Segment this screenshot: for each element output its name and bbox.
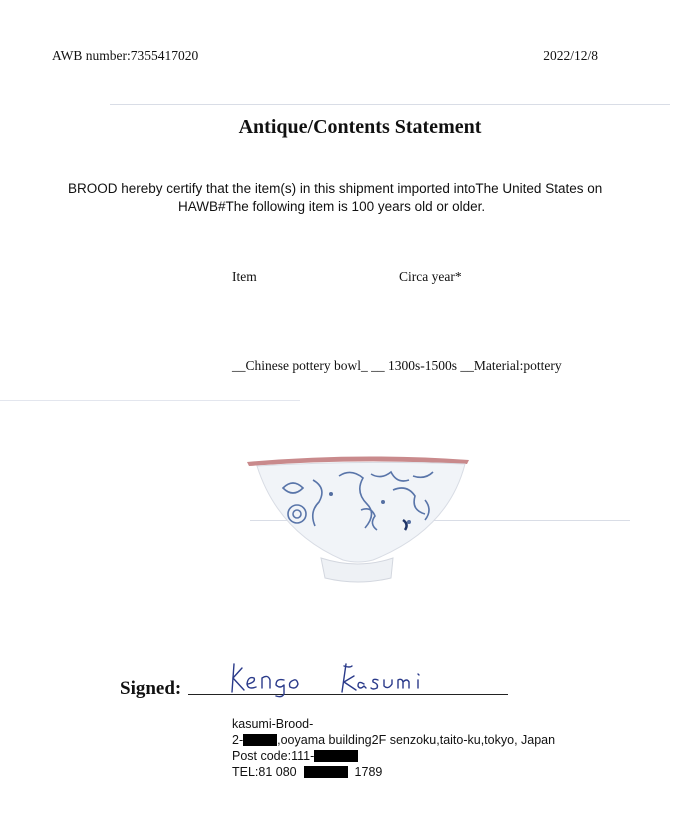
pottery-bowl-image xyxy=(243,450,473,590)
signed-label: Signed: xyxy=(120,678,182,699)
redaction-block xyxy=(314,750,358,762)
awb-number: AWB number:7355417020 xyxy=(52,48,199,63)
scan-artifact-line xyxy=(110,104,670,105)
item-entry: __Chinese pottery bowl_ __ 1300s-1500s __Material:pottery xyxy=(232,358,562,373)
page-title: Antique/Contents Statement xyxy=(238,116,482,138)
address-line-2-prefix: 2- xyxy=(232,733,244,747)
scan-artifact-line xyxy=(0,400,300,401)
telephone xyxy=(232,765,382,779)
telephone-prefix: TEL:81 080 xyxy=(232,765,297,779)
address-line-1: kasumi-Brood- xyxy=(232,717,314,731)
address-line-2 xyxy=(232,733,555,747)
post-code xyxy=(232,749,358,763)
handwritten-signature xyxy=(228,658,458,698)
item-column-header: Item xyxy=(232,269,257,284)
statement-line-2: HAWB#The following item is 100 years old or older. xyxy=(178,199,486,214)
post-code-prefix: Post code:111- xyxy=(232,749,315,763)
redaction-block xyxy=(304,766,348,778)
address-line-2-suffix: ,ooyama building2F senzoku,taito-ku,tokyo, Japan xyxy=(277,733,556,747)
telephone-suffix: 1789 xyxy=(354,765,383,779)
redaction-block xyxy=(243,734,277,746)
statement-line-1: BROOD hereby certify that the item(s) in this shipment imported intoThe United States on xyxy=(68,181,603,196)
document-date: 2022/12/8 xyxy=(543,48,598,63)
circa-year-column-header: Circa year* xyxy=(399,269,462,284)
